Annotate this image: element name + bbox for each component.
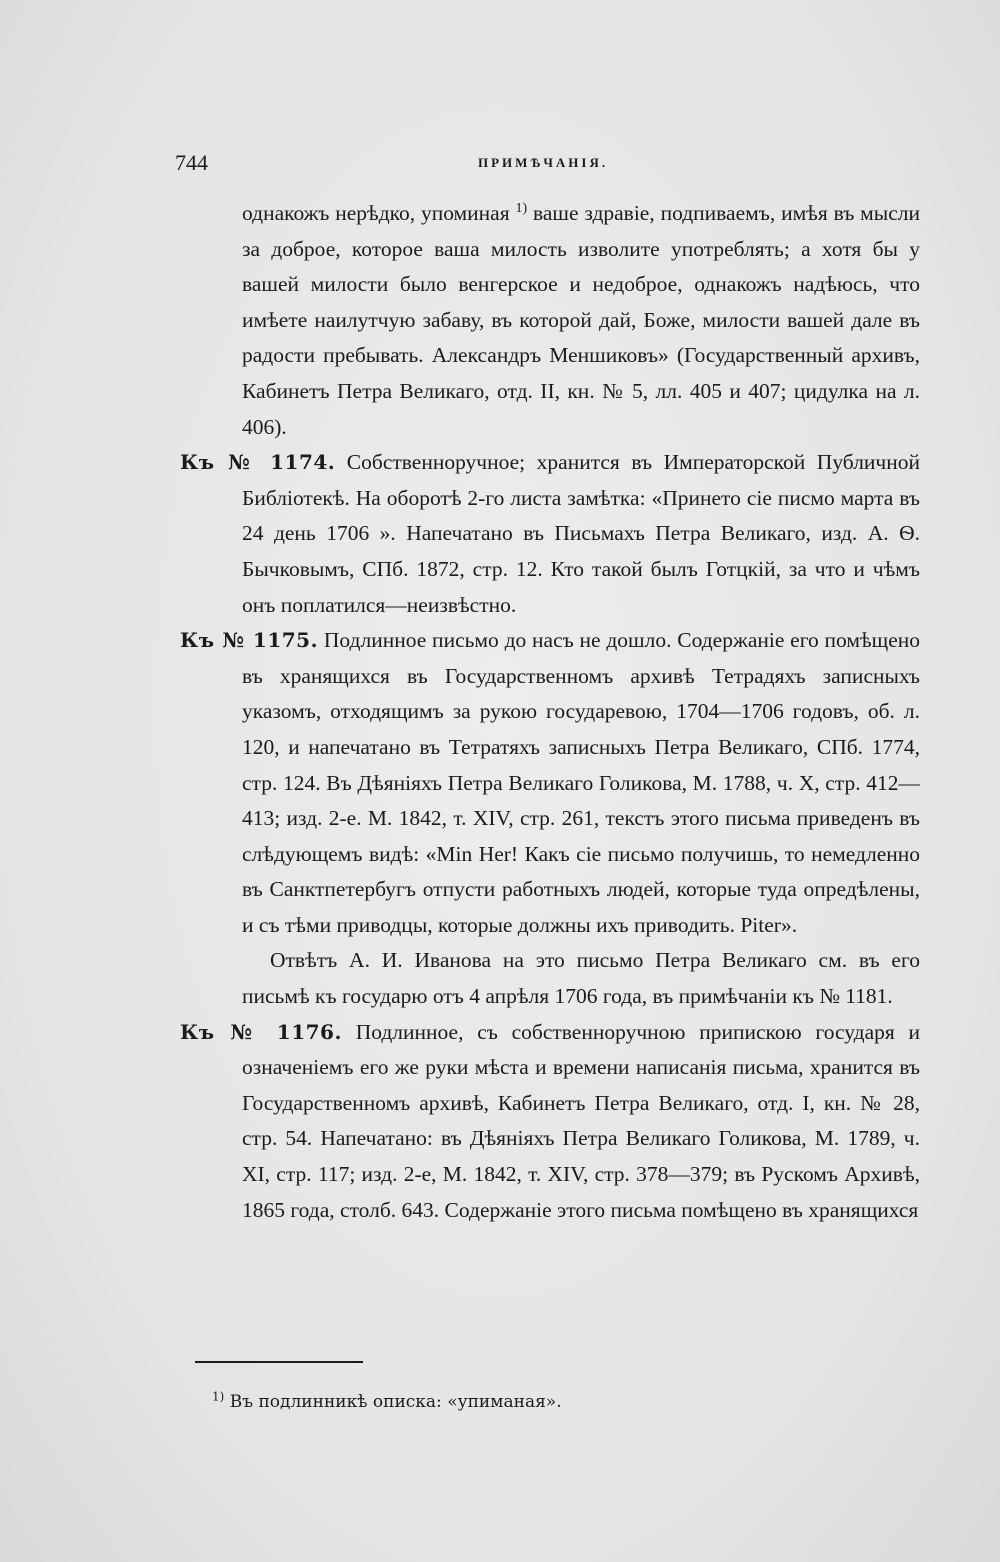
- entry-reference: Къ № 1175.: [180, 628, 319, 653]
- entry-reference: Къ № 1174.: [180, 450, 336, 475]
- entry-text: Подлинное, съ собственноручною припискою государя и означеніемъ его же руки мѣста и времени написанія письма, хранится въ Государственномъ архивѣ, Кабинетъ Петра Великаго, отд. I, кн. № 28, стр. 54. Напечатано: въ Дѣяніяхъ Петра Великаго Голикова, М. 1789, ч. XI, стр. 117; изд. 2-е, М. 1842, т. XIV, стр. 378—379; въ Рускомъ Архивѣ, 1865 года, столб. 643. Содержаніе этого письма помѣщено въ хранящихся: [242, 1019, 921, 1222]
- footnote: [212, 1389, 562, 1412]
- note-indented-paragraph: [180, 943, 920, 1014]
- note-continuation: [180, 196, 920, 445]
- entry-text: Собственноручное; хранится въ Императорской Публичной Библіотекѣ. На оборотѣ 2-го листа замѣтка: «Принето сіе писмо марта въ 24 день 1706 ». Напечатано въ Письмахъ Петра Великаго, изд. А. Ѳ. Бычковымъ, СПб. 1872, стр. 12. Кто такой былъ Готцкій, за что и чѣмъ онъ поплатился—неизвѣстно.: [242, 450, 921, 617]
- note-entry-1174: [180, 445, 920, 623]
- note-entry-1176: [180, 1015, 920, 1229]
- notes-body: [180, 196, 920, 1228]
- footnote-marker: 1): [515, 200, 528, 216]
- entry-text: Подлинное письмо до насъ не дошло. Содержаніе его помѣщено въ хранящихся въ Государственномъ архивѣ Тетрадяхъ записныхъ указомъ, отходящимъ за рукою государевою, 1704—1706 годовъ, об. л. 120, и напечатано въ Тетратяхъ записныхъ Петра Великаго, СПб. 1774, стр. 124. Въ Дѣяніяхъ Петра Великаго Голикова, М. 1788, ч. X, стр. 412—413; изд. 2-е. М. 1842, т. XIV, стр. 261, текстъ этого письма приведенъ въ слѣдующемъ видѣ: «Min Her! Какъ сіе письмо получишь, то немедленно въ Санктпетербугъ отпусти работныхъ людей, которые туда опредѣлены, и съ тѣми приводцы, которые должны ихъ приводить. Piter».: [242, 628, 921, 937]
- running-head: ПРИМѢЧАНІЯ.: [478, 155, 609, 170]
- entry-reference: Къ № 1176.: [180, 1019, 342, 1044]
- note-text: ваше здравіе, подпиваемъ, имѣя въ мысли за доброе, которое ваша милость изволите употреблять; а хотя бы у вашей милости было венгерское и недоброе, однакожъ надѣюсь, что имѣете наилутчую забаву, въ которой дай, Боже, милости вашей дале въ радости пребывать. Александръ Меншиковъ» (Государственный архивъ, Кабинетъ Петра Великаго, отд. II, кн. № 5, лл. 405 и 407; цидулка на л. 406).: [242, 201, 920, 439]
- note-text: однакожъ нерѣдко, упоминая: [242, 201, 516, 225]
- note-entry-1175: [180, 623, 920, 943]
- page-header: [175, 150, 915, 180]
- footnote-text: Въ подлинникѣ описка: «упиманая».: [224, 1392, 562, 1412]
- page-number: 744: [175, 150, 208, 175]
- footnote-marker: 1): [212, 1389, 225, 1404]
- footnote-divider: [195, 1361, 363, 1363]
- entry-text: Отвѣтъ А. И. Иванова на это письмо Петра Великаго см. въ его письмѣ къ государю отъ 4 апрѣля 1706 года, въ примѣчаніи къ № 1181.: [242, 948, 920, 1009]
